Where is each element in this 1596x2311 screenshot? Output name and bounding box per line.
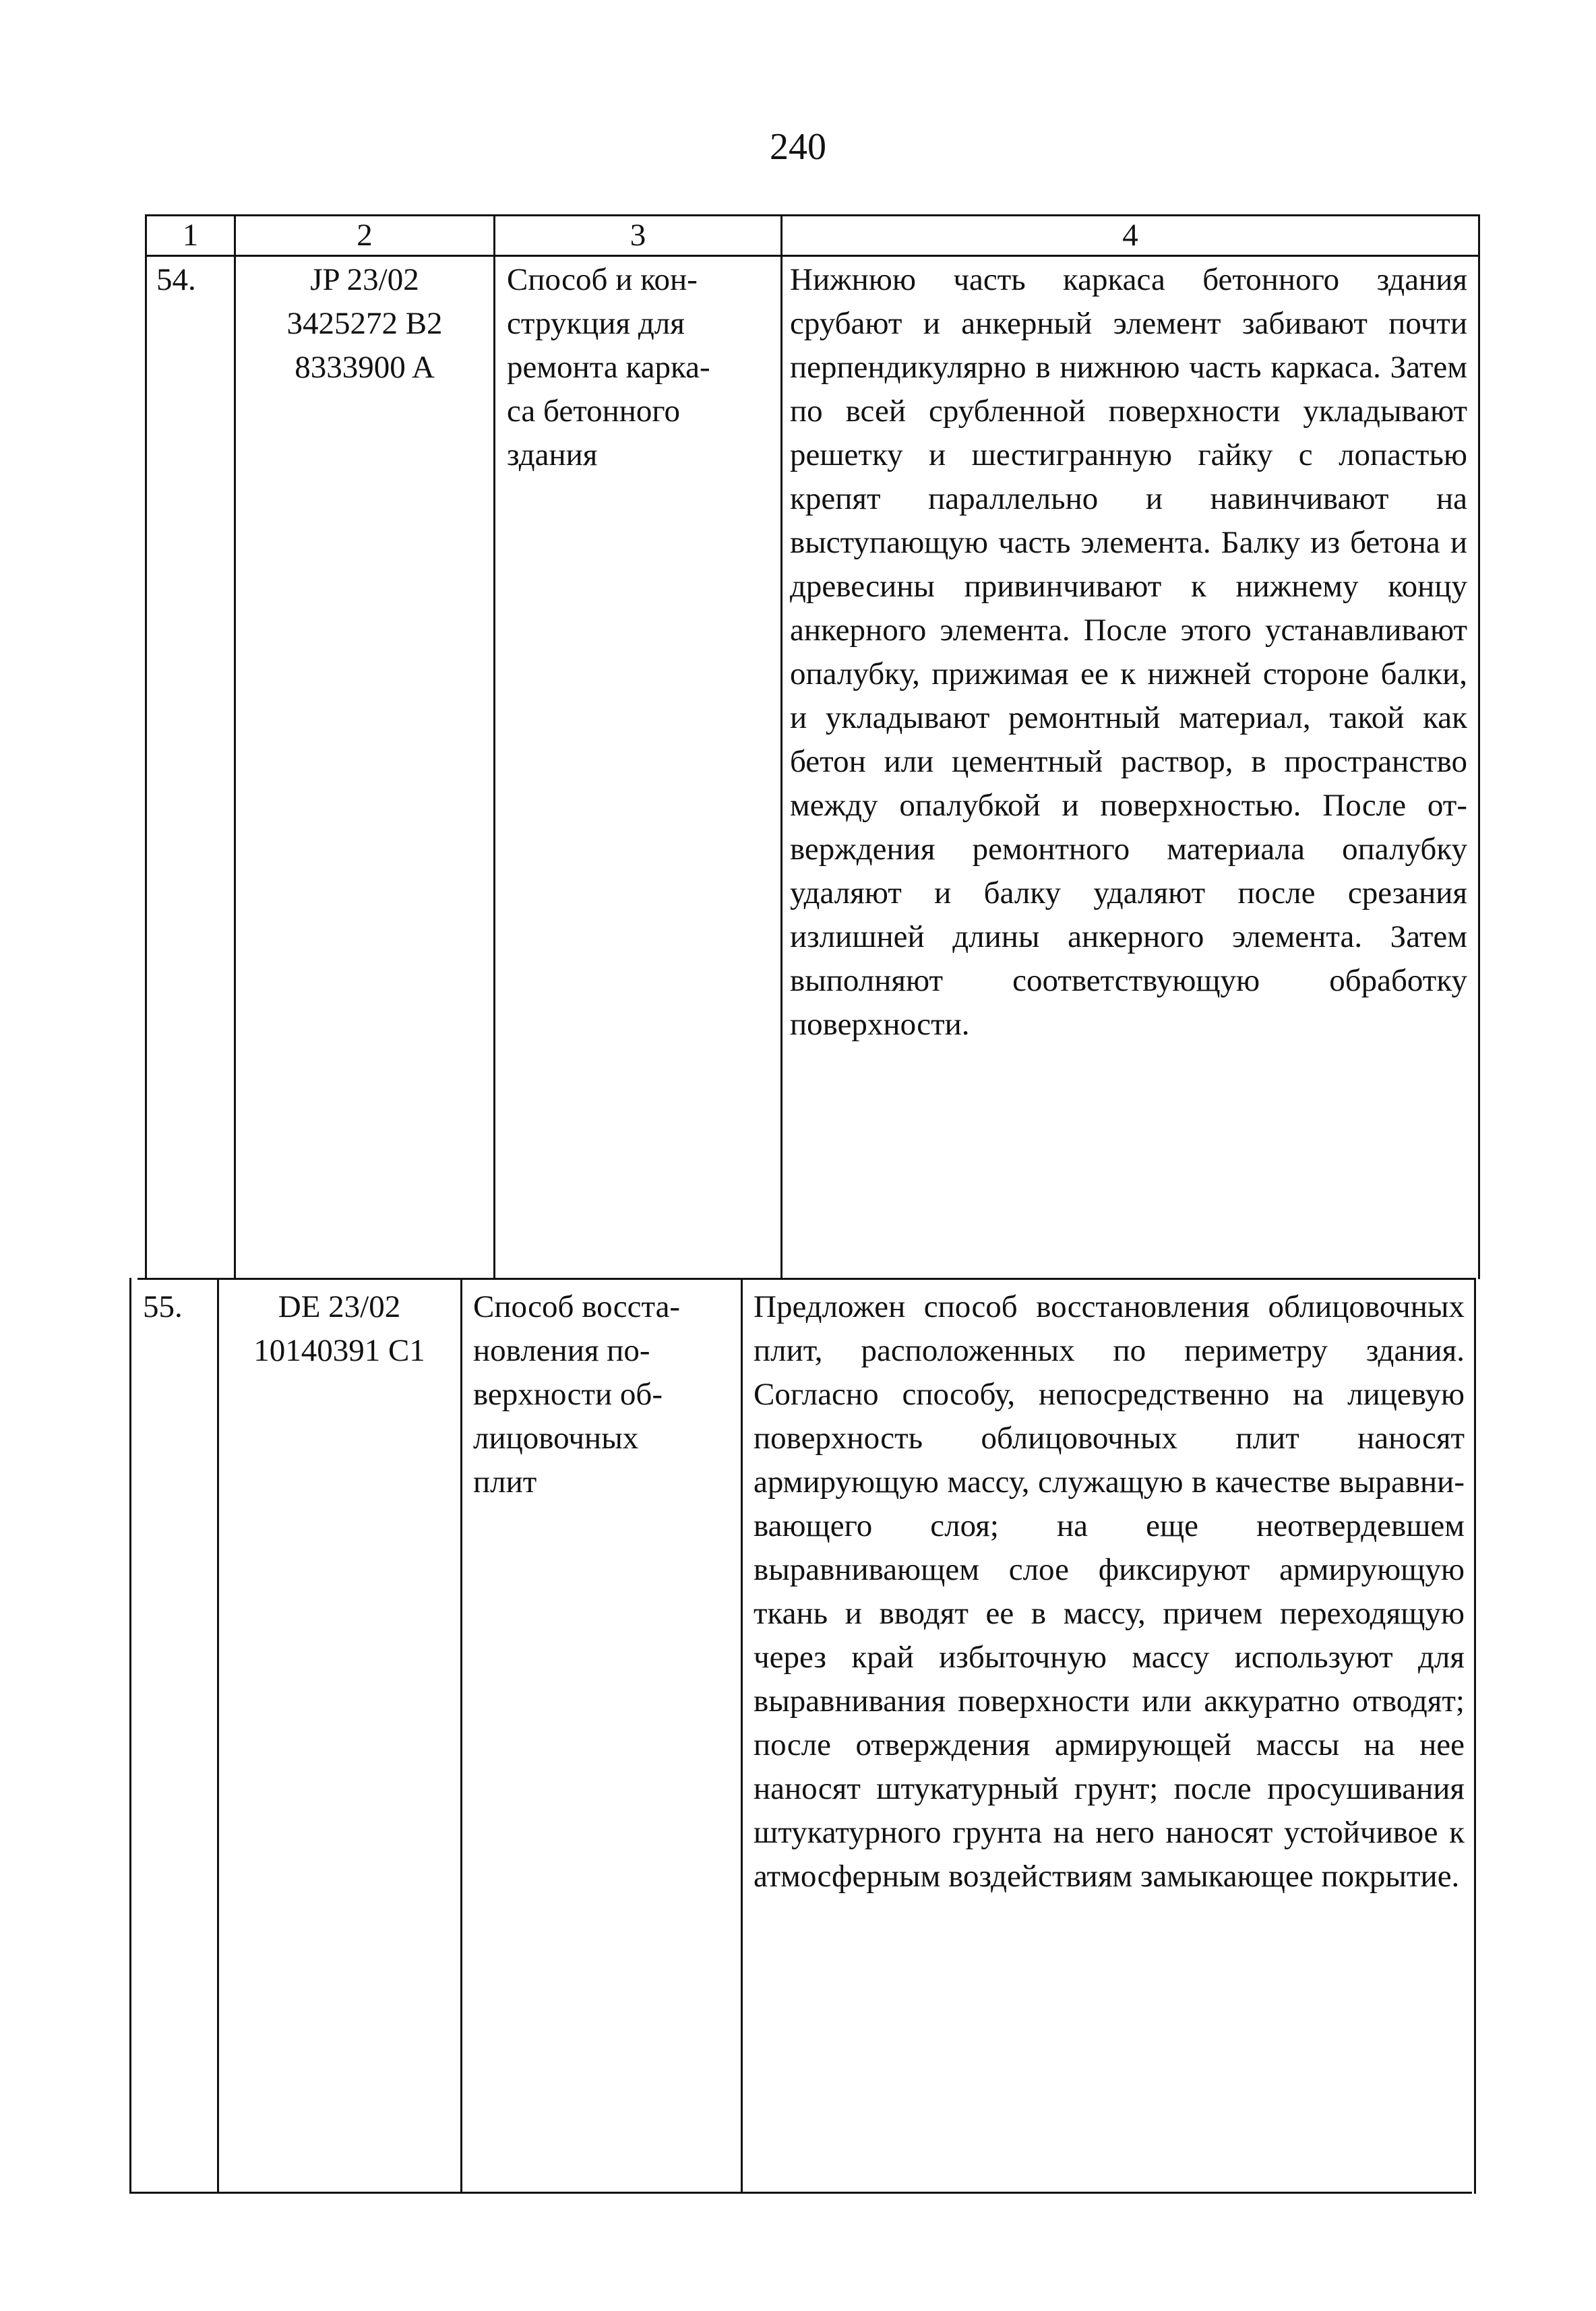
row-54-number: 54. (156, 262, 196, 297)
header-col-4: 4 (1122, 218, 1138, 253)
row-55-patent-ref: DE 23/02 10140391 C1 (253, 1289, 425, 1368)
row-55-title: Способ восста- новления по- верхности об- лицовочных плит (473, 1289, 681, 1500)
col-border-left-upper (145, 214, 147, 1279)
col-border-left-lower (129, 1278, 131, 2194)
row-54-title: Способ и кон- струкция для ремонта карка- са бетонного здания (507, 262, 710, 472)
table-bottom-border (129, 2192, 1472, 2194)
header-col-2: 2 (357, 218, 373, 253)
row-55-number: 55. (143, 1289, 183, 1324)
row-54-patent-ref: JP 23/02 3425272 B2 8333900 A (286, 262, 443, 385)
col-border-2-upper (493, 214, 495, 1279)
col-border-3-upper (780, 214, 782, 1279)
col-border-3-lower (741, 1278, 743, 2194)
col-border-right-lower (1474, 1278, 1476, 2194)
col-border-2-lower (460, 1278, 462, 2194)
header-col-3: 3 (630, 218, 646, 253)
col-border-right-upper (1478, 214, 1480, 1279)
row-divider (137, 1278, 1476, 1280)
col-border-1-upper (234, 214, 236, 1279)
page-number: 240 (770, 126, 826, 168)
row-54-description: Нижнюю часть каркаса бетонного здания срубают и анкерный элемент забивают почти перпендикулярно в нижнюю часть каркаса. Затем по всей срубленной поверхности укладывают решетку и шестигранную гайку с лопастью крепят параллельно и навинчивают на выступающую часть элемента. Балку из бетона и древесины привинчивают к нижнему концу анкерного элемента. После этого устанавливают опалубку, прижимая ее к нижней стороне балки, и укладывают ремонтный материал, такой как бетон или цементный раствор, в пространство между опалубкой и поверхностью. После отверждения ремонтного материала опалубку удаляют и балку удаляют после срезания излишней длины анкерного элемента. Затем выполняют соответствующую обработку поверхности. (790, 262, 1467, 1042)
row-55-description: Предложен способ восстановления облицовочных плит, расположенных по периметру здания. Согласно способу, непосредственно на лицевую поверхность облицовочных плит наносят армирующую массу, служащую в качестве выравнивающего слоя; на еще неотвердевшем выравнивающем слое фиксируют армирующую ткань и вводят ее в массу, причем переходящую через край избыточную массу используют для выравнивания поверхности или аккуратно отводят; после отверждения армирующей массы на нее наносят штукатурный грунт; после просушивания штукатурного грунта на него наносят устойчивое к атмосферным воздействиям замыкающее покрытие. (754, 1289, 1465, 1894)
col-border-1-lower (217, 1278, 219, 2194)
header-col-1: 1 (182, 218, 199, 253)
